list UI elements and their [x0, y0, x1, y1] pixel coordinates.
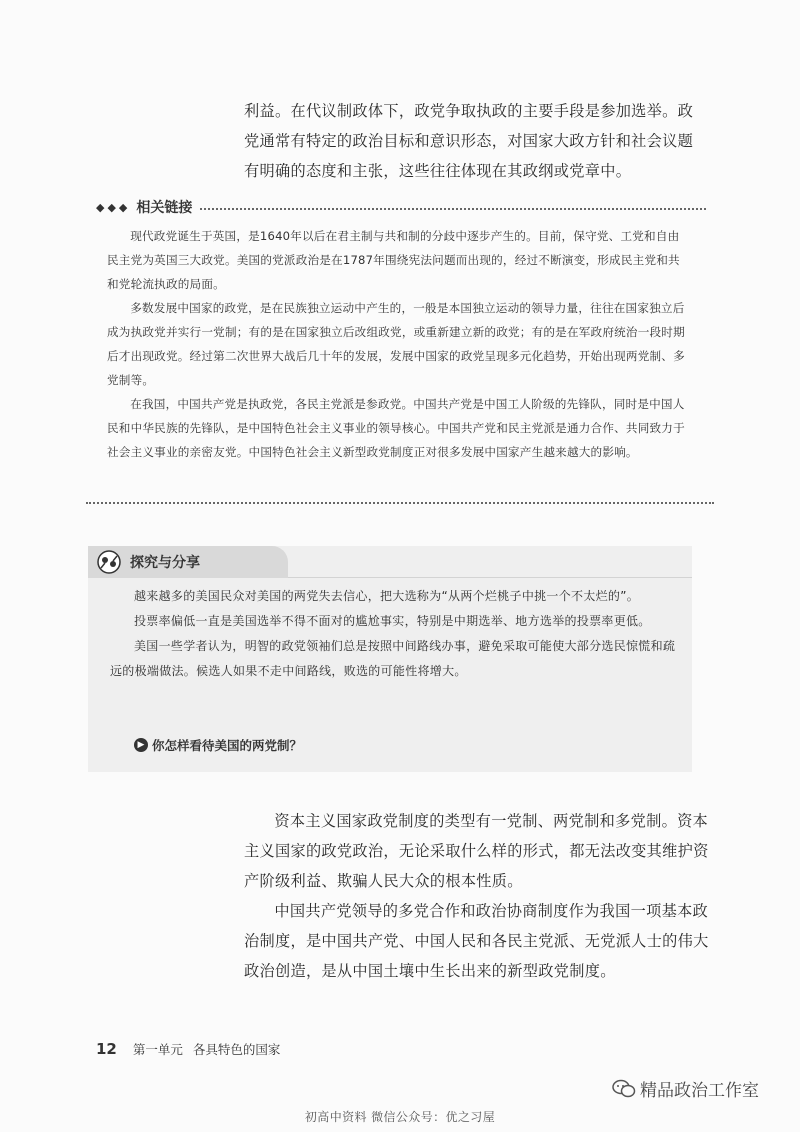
wechat-icon	[612, 1079, 636, 1099]
watermark-text: 精品政治工作室	[640, 1081, 759, 1101]
body-paragraph: 资本主义国家政党制度的类型有一党制、两党制和多党制。资本主义国家的政党政治，无论采取什么样的形式，都无法改变其维护资产阶级利益、欺骗人民大众的根本性质。	[244, 812, 709, 890]
explore-question	[134, 736, 302, 754]
page-number: 12	[96, 1040, 117, 1058]
top-paragraph-line: 有明确的态度和主张，这些往往体现在其政纲或党章中。	[244, 162, 632, 180]
explore-share-paragraph: 越来越多的美国民众对美国的两党失去信心，把大选称为“从两个烂桃子中挑一个不太烂的”。	[134, 589, 640, 603]
related-links-paragraph: 现代政党诞生于英国，是1640年以后在君主制与共和制的分歧中逐步产生的。目前，保守党、工党和自由民主党为英国三大政党。美国的党派政治是在1787年围绕宪法问题而出现的，经过不断演变，形成民主党和共和党轮流执政的局面。	[107, 229, 680, 291]
divider	[288, 577, 692, 578]
top-paragraph-line: 党通常有特定的政治目标和意识形态，对国家大政方针和社会议题	[244, 132, 694, 150]
related-links-paragraph: 多数发展中国家的政党，是在民族独立运动中产生的，一般是本国独立运动的领导力量，往往在国家独立后成为执政党并实行一党制；有的是在国家独立后改组政党，或重新建立新的政党；有的是在军政府统治一段时期后才出现政党。经过第二次世界大战后几十年的发展，发展中国家的政党呈现多元化趋势，开始出现两党制、多党制等。	[107, 301, 685, 387]
dotted-divider	[200, 208, 706, 210]
top-paragraph-line: 利益。在代议制政体下，政党争取执政的主要手段是参加选举。政	[244, 102, 694, 120]
dotted-divider	[86, 502, 714, 504]
page-footer	[96, 1040, 280, 1058]
explore-question-text: 你怎样看待美国的两党制？	[152, 738, 303, 753]
related-links-header	[96, 195, 706, 219]
related-links-title: 相关链接	[136, 200, 193, 216]
diamond-bullets-icon: ◆◆◆	[96, 200, 131, 214]
source-line: 初高中资料 微信公众号：优之习屋	[304, 1110, 496, 1124]
arrow-right-icon: ▶	[134, 738, 148, 752]
explore-share-title: 探究与分享	[130, 555, 200, 571]
related-links-paragraph: 在我国，中国共产党是执政党，各民主党派是参政党。中国共产党是中国工人阶级的先锋队，同时是中国人民和中华民族的先锋队，是中国特色社会主义事业的领导核心。中国共产党和民主党派是通力合作、共同致力于社会主义事业的亲密友党。中国特色社会主义新型政党制度正对很多发展中国家产生越来越大的影响。	[107, 397, 685, 459]
explore-share-header	[88, 546, 288, 578]
related-links-body	[107, 224, 687, 464]
unit-label: 第一单元	[132, 1042, 183, 1057]
explore-share-icon	[96, 549, 122, 575]
body-text	[244, 806, 714, 986]
chapter-label: 各具特色的国家	[192, 1042, 281, 1057]
body-paragraph: 中国共产党领导的多党合作和政治协商制度作为我国一项基本政治制度，是中国共产党、中国人民和各民主党派、无党派人士的伟大政治创造，是从中国土壤中生长出来的新型政党制度。	[244, 902, 709, 980]
explore-share-paragraph: 美国一些学者认为，明智的政党领袖们总是按照中间路线办事，避免采取可能使大部分选民惊慌和疏远的极端做法。候选人如果不走中间路线，败选的可能性将增大。	[110, 639, 676, 678]
explore-share-body	[110, 584, 682, 684]
explore-share-box	[88, 546, 692, 772]
watermark	[612, 1076, 759, 1101]
explore-share-paragraph: 投票率偏低一直是美国选举不得不面对的尴尬事实，特别是中期选举、地方选举的投票率更低。	[134, 614, 651, 628]
top-paragraph	[244, 96, 714, 186]
